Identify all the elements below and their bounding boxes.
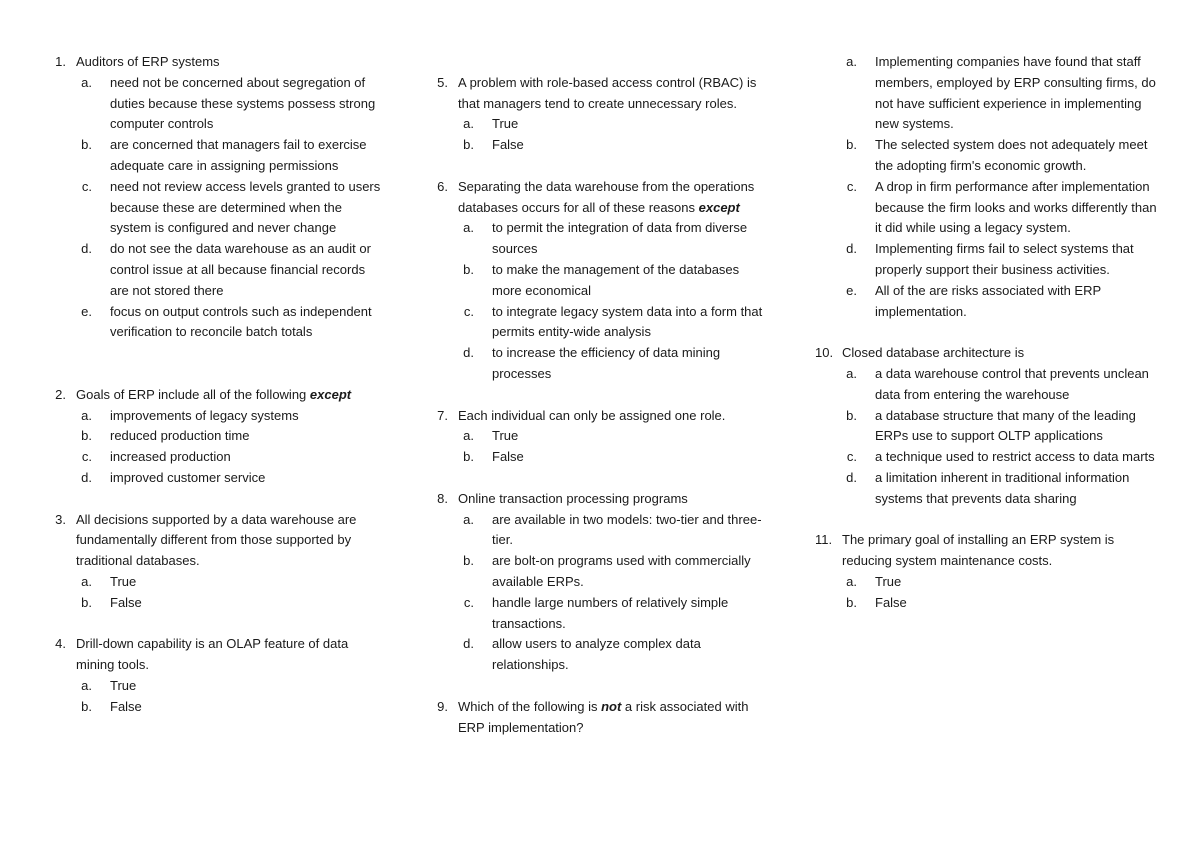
option-letter: b. (81, 698, 92, 714)
option-text: do not see the data warehouse as an audit or control issue at all because financial records are not stored there (110, 241, 371, 298)
option-text: allow users to analyze complex data relationships. (492, 636, 701, 673)
question-9 (432, 697, 767, 739)
option-text: False (110, 698, 142, 714)
option-letter: c. (463, 303, 474, 319)
option-text: to increase the efficiency of data mining processes (492, 345, 721, 381)
option-text: A drop in firm performance after implementation because the firm looks and works differently than it did while using a legacy system. (875, 178, 1157, 236)
column-2 (432, 52, 767, 738)
question-number: 10. (815, 345, 834, 361)
question-text: A problem with role-based access control (RBAC) is that managers tend to create unnecessary roles. (458, 74, 757, 111)
option-text: Implementing companies have found that staff members, employed by ERP consulting firms, do not have sufficient experience in implementing new systems. (875, 54, 1156, 132)
question-11 (815, 530, 1160, 613)
option-letter: b. (463, 553, 474, 569)
question-text: Goals of ERP include all of the following (76, 386, 310, 402)
question-9-options (815, 52, 1160, 322)
option-text: All of the are risks associated with ERP implementation. (875, 282, 1101, 319)
option-text: improved customer service (110, 469, 266, 485)
option-text: True (492, 428, 519, 444)
column-3 (815, 52, 1160, 614)
option-text: are bolt-on programs used with commercially available ERPs. (492, 553, 751, 589)
option-letter: b. (81, 137, 92, 153)
option-text: reduced production time (110, 428, 250, 444)
question-text: Auditors of ERP systems (76, 54, 220, 69)
option-text: True (875, 573, 902, 589)
option-letter: a. (463, 511, 474, 527)
option-text: handle large numbers of relatively simple transactions. (492, 594, 729, 631)
option-letter: b. (846, 594, 857, 610)
option-letter: a. (81, 573, 92, 589)
option-text: False (492, 137, 524, 153)
option-text: False (875, 594, 907, 610)
question-text: Closed database architecture is (842, 345, 1025, 361)
question-text: Which of the following is (458, 698, 602, 714)
option-letter: a. (846, 573, 857, 589)
option-text: increased production (110, 449, 231, 465)
option-letter: a. (81, 407, 92, 423)
option-letter: a. (846, 365, 857, 381)
option-letter: c. (846, 449, 857, 465)
question-number: 5. (437, 74, 448, 90)
option-text: to make the management of the databases more economical (492, 261, 740, 298)
option-text: True (110, 677, 137, 693)
question-number: 3. (55, 511, 66, 527)
question-emphasis: except (698, 199, 740, 215)
option-letter: b. (81, 428, 92, 444)
option-text: True (110, 573, 137, 589)
question-emphasis: not (601, 698, 622, 714)
option-text: need not review access levels granted to users because these are determined when the system is configured and never change (110, 178, 381, 236)
option-letter: b. (846, 407, 857, 423)
option-letter: a. (81, 677, 92, 693)
option-letter: a. (463, 116, 474, 132)
option-letter: d. (81, 241, 92, 257)
question-3 (50, 510, 385, 614)
question-text-continued: a risk associated with ERP implementation? (458, 698, 749, 735)
option-letter: b. (463, 137, 474, 153)
column-1 (50, 52, 385, 718)
question-text: Drill-down capability is an OLAP feature of data mining tools. (76, 636, 349, 673)
question-text: The primary goal of installing an ERP system is reducing system maintenance costs. (842, 532, 1115, 569)
option-text: improvements of legacy systems (110, 407, 299, 423)
option-letter: c. (81, 178, 92, 194)
option-letter: a. (463, 220, 474, 236)
option-text: focus on output controls such as independent verification to reconcile batch totals (110, 303, 372, 340)
option-text: a database structure that many of the leading ERPs use to support OLTP applications (875, 407, 1136, 444)
option-letter: d. (846, 469, 857, 485)
question-8 (432, 489, 767, 676)
option-letter: d. (463, 636, 474, 652)
question-number: 11. (815, 532, 833, 548)
option-text: to permit the integration of data from diverse sources (492, 220, 748, 257)
question-text: Separating the data warehouse from the operations databases occurs for all of these reasons (458, 178, 755, 215)
option-text: a limitation inherent in traditional information systems that prevents data sharing (875, 469, 1130, 506)
option-letter: b. (81, 594, 92, 610)
option-text: a data warehouse control that prevents unclean data from entering the warehouse (875, 365, 1149, 402)
option-letter: b. (463, 449, 474, 465)
question-number: 7. (437, 407, 448, 423)
question-number: 6. (437, 178, 448, 194)
question-1 (50, 52, 385, 343)
option-letter: d. (81, 469, 92, 485)
question-number: 2. (55, 386, 66, 402)
option-text: to integrate legacy system data into a form that permits entity-wide analysis (492, 303, 763, 340)
option-letter: a. (81, 74, 92, 90)
option-letter: c. (81, 449, 92, 465)
question-text: Online transaction processing programs (458, 490, 688, 506)
question-number: 4. (55, 636, 66, 652)
option-text: are concerned that managers fail to exercise adequate care in assigning permissions (110, 137, 367, 173)
question-number: 8. (437, 490, 448, 506)
option-letter: c. (463, 594, 474, 610)
option-letter: c. (846, 178, 857, 194)
option-letter: a. (463, 428, 474, 444)
question-text: Each individual can only be assigned one role. (458, 407, 726, 423)
option-letter: e. (81, 303, 92, 319)
question-10 (815, 343, 1160, 509)
option-letter: e. (846, 282, 857, 298)
option-text: are available in two models: two-tier and three-tier. (492, 511, 762, 548)
option-text: False (110, 594, 142, 610)
option-text: False (492, 449, 524, 465)
option-text: The selected system does not adequately meet the adopting firm's economic growth. (875, 137, 1148, 173)
question-6 (432, 177, 767, 385)
option-text: need not be concerned about segregation of duties because these systems possess strong computer controls (110, 74, 376, 132)
option-text: a technique used to restrict access to data marts (875, 449, 1155, 465)
question-number: 1. (55, 54, 66, 69)
option-text: True (492, 116, 519, 132)
option-letter: d. (463, 345, 474, 361)
question-5 (432, 73, 767, 156)
question-emphasis: except (309, 386, 352, 402)
question-text: All decisions supported by a data warehouse are fundamentally different from those supported by traditional databases. (76, 511, 357, 569)
question-4 (50, 634, 385, 717)
option-letter: d. (846, 241, 857, 257)
option-letter: b. (846, 137, 857, 153)
option-text: Implementing firms fail to select systems that properly support their business activities. (875, 241, 1134, 277)
question-2 (50, 385, 385, 489)
option-letter: b. (463, 261, 474, 277)
option-letter: a. (846, 54, 857, 69)
question-number: 9. (437, 698, 448, 714)
question-7 (432, 406, 767, 468)
